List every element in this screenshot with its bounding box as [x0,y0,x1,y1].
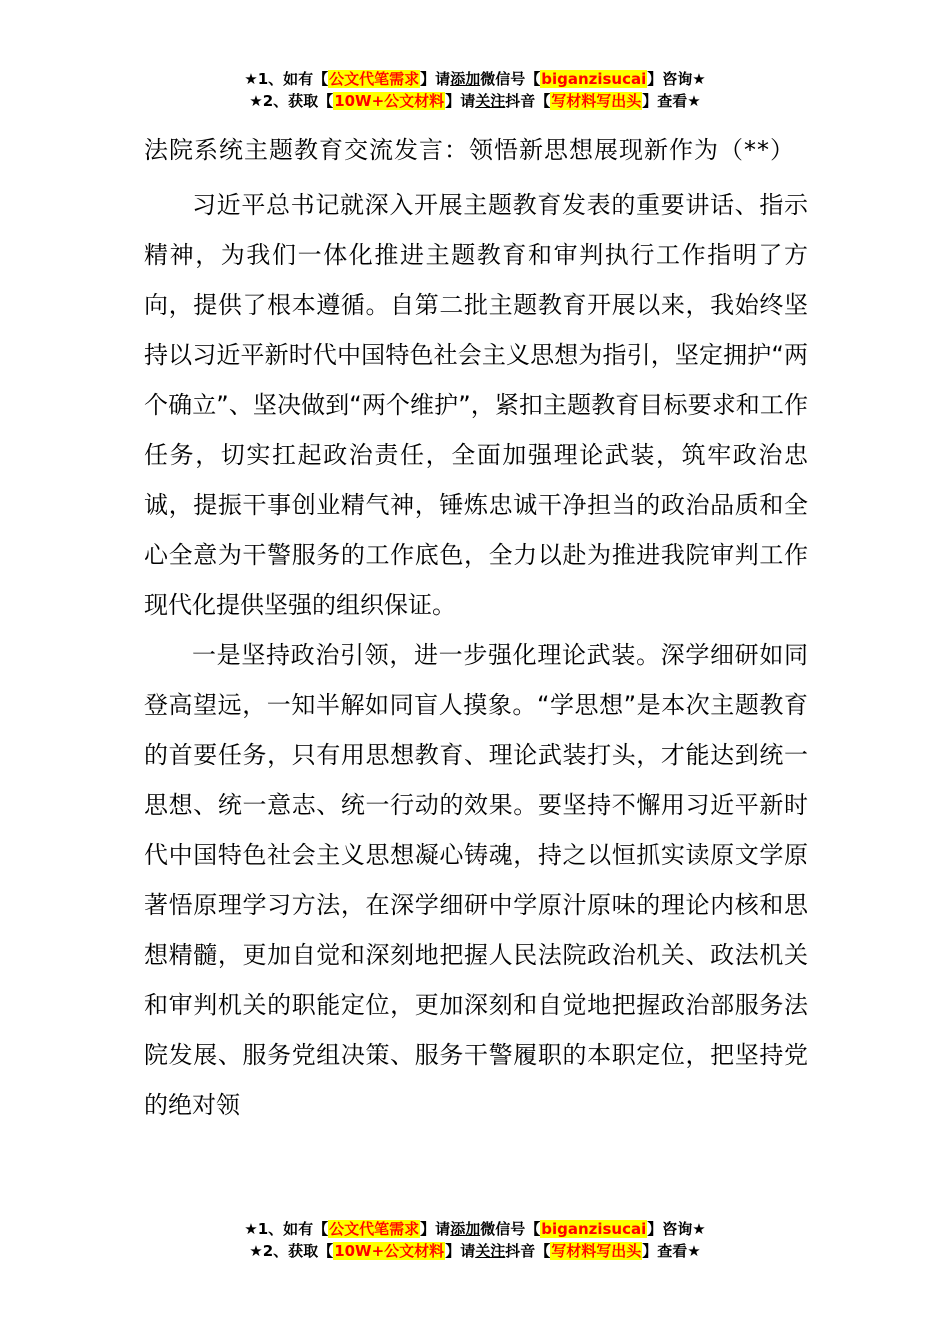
banner-text: 】请 [445,1242,476,1260]
paragraph-point-one: 一是坚持政治引领，进一步强化理论武装。深学细研如同登高望远，一知半解如同盲人摸象。“学思想”是本次主题教育的首要任务，只有用思想教育、理论武装打头，才能达到统一思想、统一意志、统一行动的效果。要坚持不懈用习近平新时代中国特色社会主义思想凝心铸魂，持之以恒抓实读原文学原著悟原理学习方法，在深学细研中学原汁原味的理论内核和思想精髓，更加自觉和深刻地把握人民法院政治机关、政法机关和审判机关的职能定位，更加深刻和自觉地把握政治部服务法院发展、服务党组决策、服务干警履职的本职定位，把坚持党的绝对领 [144,641,808,1119]
highlight-douyin-id: 写材料写出头 [551,92,642,110]
banner-text: 微信号【 [480,1220,541,1238]
underlined-text: 添加 [450,70,481,88]
underlined-text: 关注 [475,1242,506,1260]
header-banner [0,68,950,112]
banner-text: 】查看★ [642,1242,701,1260]
banner-text: 抖音【 [505,92,551,110]
banner-text: 】咨询★ [647,70,706,88]
document-body [144,128,808,1130]
banner-line-1 [0,68,950,90]
highlight-materials: 10W+公文材料 [334,92,445,110]
banner-text: ★1、如有【 [244,70,329,88]
banner-text: 】查看★ [642,92,701,110]
banner-text: ★2、获取【 [249,92,334,110]
banner-line-2 [0,90,950,112]
banner-text: ★2、获取【 [249,1242,334,1260]
document-title: 法院系统主题教育交流发言：领悟新思想展现新作为（**） [144,136,795,164]
paragraph-intro: 习近平总书记就深入开展主题教育发表的重要讲话、指示精神，为我们一体化推进主题教育和审判执行工作指明了方向，提供了根本遵循。自第二批主题教育开展以来，我始终坚持以习近平新时代中国特色社会主义思想为指引，坚定拥护“两个确立”、坚决做到“两个维护”，紧扣主题教育目标要求和工作任务，切实扛起政治责任，全面加强理论武装，筑牢政治忠诚，提振干事创业精气神，锤炼忠诚干净担当的政治品质和全心全意为干警服务的工作底色，全力以赴为推进我院审判工作现代化提供坚强的组织保证。 [144,191,808,619]
banner-text: 】请 [420,1220,451,1238]
footer-banner [0,1218,950,1262]
banner-line-2 [0,1240,950,1262]
highlight-service: 公文代笔需求 [329,1220,420,1238]
banner-line-1 [0,1218,950,1240]
underlined-text: 关注 [475,92,506,110]
highlight-douyin-id: 写材料写出头 [551,1242,642,1260]
banner-text: 微信号【 [480,70,541,88]
highlight-service: 公文代笔需求 [329,70,420,88]
banner-text: 抖音【 [505,1242,551,1260]
highlight-materials: 10W+公文材料 [334,1242,445,1260]
banner-text: ★1、如有【 [244,1220,329,1238]
banner-text: 】请 [420,70,451,88]
banner-text: 】请 [445,92,476,110]
highlight-wechat-id: biganzisucai [541,1220,647,1238]
banner-text: 】咨询★ [647,1220,706,1238]
underlined-text: 添加 [450,1220,481,1238]
highlight-wechat-id: biganzisucai [541,70,647,88]
